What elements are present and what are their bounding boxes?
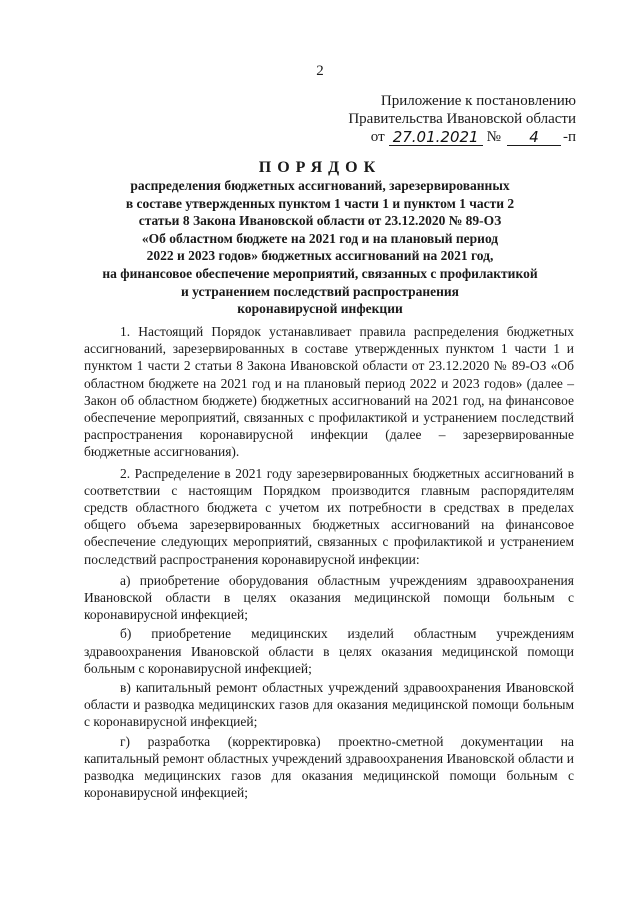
- paragraph-2: 2. Распределение в 2021 году зарезервированных бюджетных ассигнований в соответствии с настоящим Порядком производится главным распорядителям средств областного бюджета с учетом их потребности в средствах в пределах общего объема зарезервированных бюджетных ассигнований на финансовое обеспечение следующих мероприятий, связанных с профилактикой и устранением последствий распространения коронавирусной инфекции:: [84, 465, 574, 567]
- date-prefix: от: [370, 129, 385, 145]
- annex-date-line: [316, 128, 576, 146]
- list-item-g: г) разработка (корректировка) проектно-сметной документации на капитальный ремонт областных учреждений здравоохранения Ивановской области и разводка медицинских газов для оказания медицинской помощи больным с коронавирусной инфекцией;: [84, 733, 574, 801]
- subtitle-line: распределения бюджетных ассигнований, зарезервированных: [130, 178, 510, 193]
- paragraph-1: 1. Настоящий Порядок устанавливает правила распределения бюджетных ассигнований, зарезервированных в составе утвержденных пунктом 1 части 1 и пунктом 1 части 2 статьи 8 Закона Ивановской области от 23.12.2020 № 89-ОЗ «Об областном бюджете на 2021 год и на плановый период 2022 и 2023 годов» (далее – Закон об областном бюджете) бюджетных ассигнований на 2021 год, на финансовое обеспечение мероприятий, связанных с профилактикой и устранением последствий распространения коронавирусной инфекции (далее – зарезервированные бюджетные ассигнования).: [84, 324, 574, 460]
- subtitle-line: в составе утвержденных пунктом 1 части 1 и пунктом 1 части 2: [125, 195, 515, 211]
- subtitle-line: на финансовое обеспечение мероприятий, связанных с профилактикой: [102, 265, 538, 281]
- list-item-b: б) приобретение медицинских изделий областным учреждениям здравоохранения Ивановской области в целях оказания медицинской помощи больным с коронавирусной инфекцией;: [84, 626, 574, 676]
- subtitle-line: 2022 и 2023 годов» бюджетных ассигнований на 2021 год,: [146, 248, 494, 264]
- document-subtitle: [60, 177, 580, 318]
- handwritten-number: 4: [507, 129, 561, 146]
- subtitle-line: коронавирусной инфекции: [237, 301, 403, 317]
- number-suffix: -п: [562, 129, 576, 145]
- annex-header: [316, 92, 576, 146]
- page-number: 2: [316, 63, 324, 79]
- number-sign: №: [486, 129, 501, 145]
- handwritten-date: 27.01.2021: [389, 129, 483, 146]
- list-item-a: а) приобретение оборудования областным учреждениям здравоохранения Ивановской области в целях оказания медицинской помощи больным с коронавирусной инфекцией;: [84, 572, 574, 623]
- subtitle-line: «Об областном бюджете на 2021 год и на плановый период: [141, 230, 499, 246]
- document-title: ПОРЯДОК: [258, 159, 382, 176]
- subtitle-line: статьи 8 Закона Ивановской области от 23.12.2020 № 89-ОЗ: [138, 213, 502, 229]
- list-item-v: в) капитальный ремонт областных учреждений здравоохранения Ивановской области и разводка медицинских газов для оказания медицинской помощи больным с коронавирусной инфекцией;: [84, 680, 574, 730]
- document-body: [84, 323, 574, 803]
- annex-line-1: Приложение к постановлению: [380, 93, 576, 109]
- annex-line-2: Правительства Ивановской области: [348, 111, 576, 127]
- subtitle-line: и устранением последствий распространения: [181, 283, 459, 299]
